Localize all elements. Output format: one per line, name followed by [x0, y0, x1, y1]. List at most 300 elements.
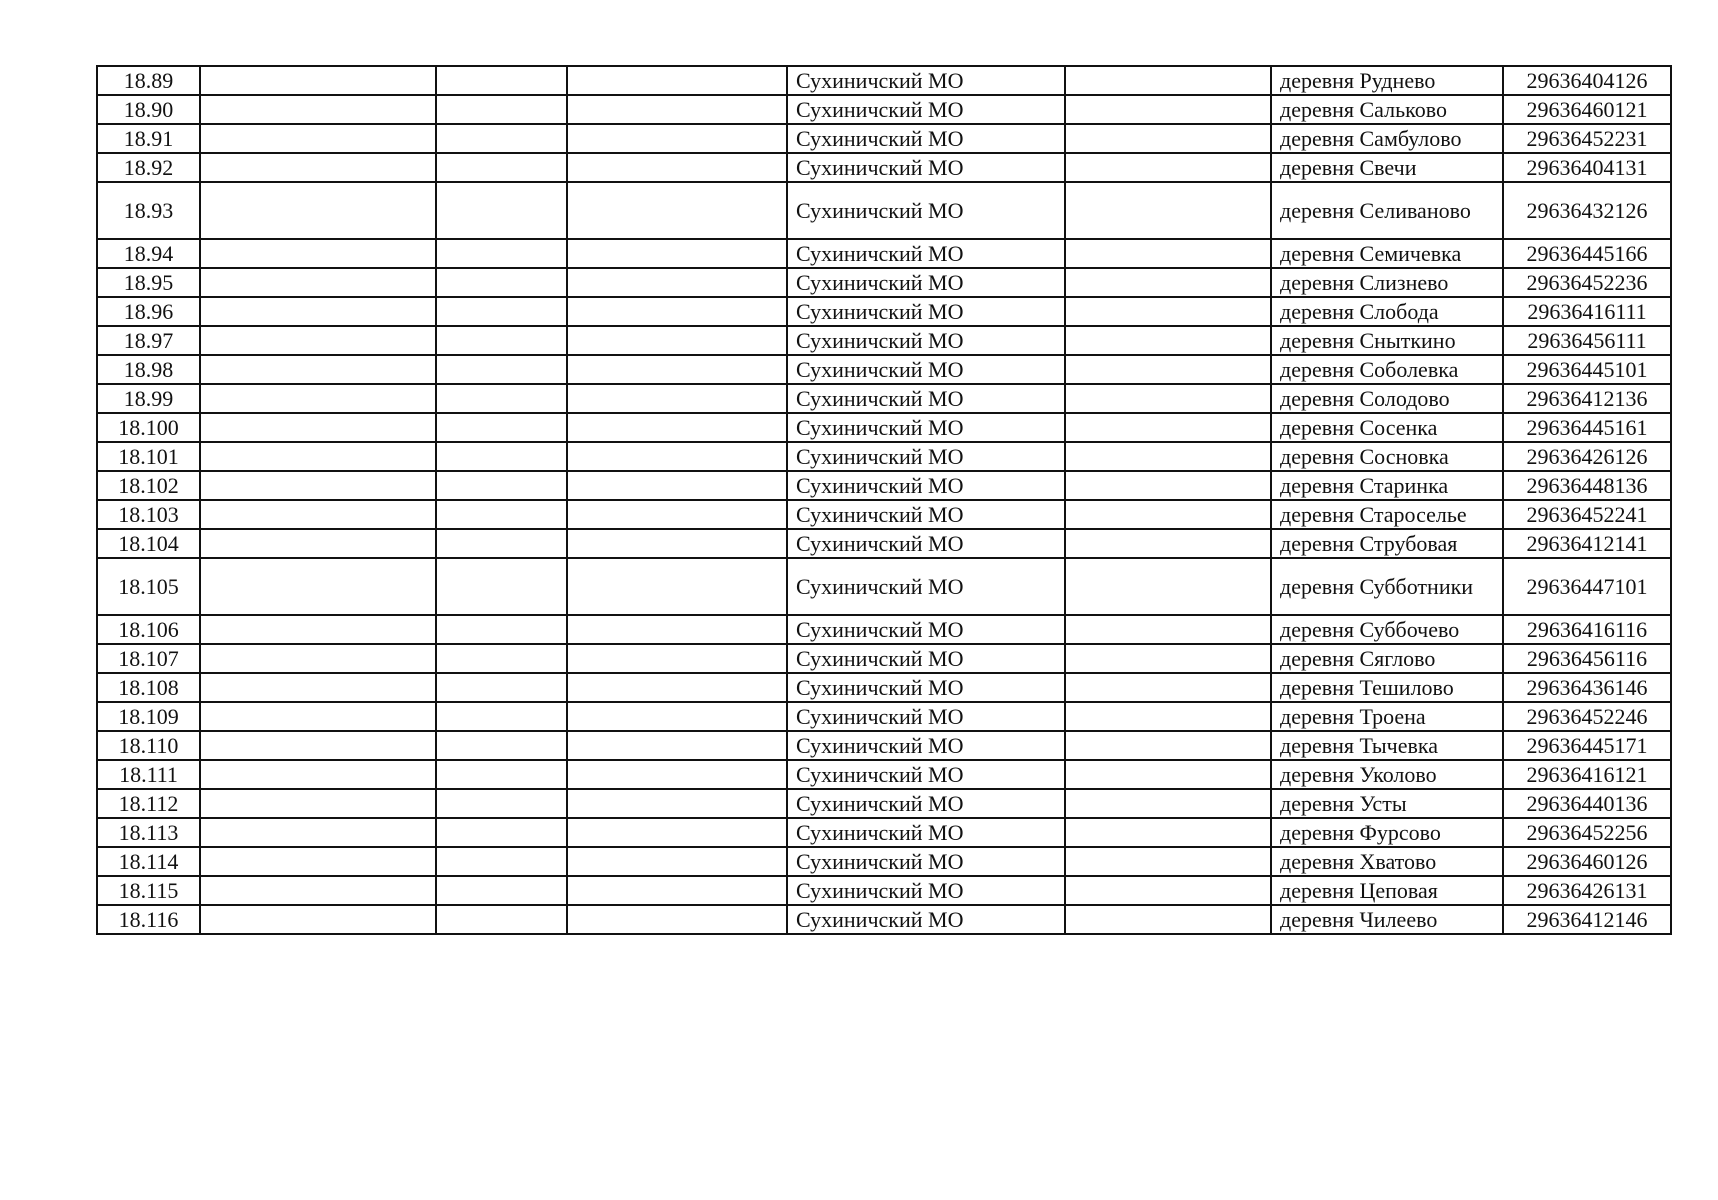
empty-cell [567, 615, 787, 644]
oktmo-code-cell [1503, 673, 1671, 702]
settlement-name: деревня Селиваново [1280, 197, 1471, 223]
municipality-name: Сухиничский МО [796, 414, 964, 440]
settlement-cell [1271, 297, 1503, 326]
table-row [97, 818, 1671, 847]
settlement-name: деревня Уколово [1280, 761, 1437, 787]
oktmo-code-cell [1503, 153, 1671, 182]
empty-cell [436, 615, 567, 644]
settlement-cell [1271, 124, 1503, 153]
empty-cell [1065, 239, 1271, 268]
settlement-name: деревня Струбовая [1280, 530, 1458, 556]
row-number: 18.115 [118, 877, 179, 903]
empty-cell [1065, 355, 1271, 384]
empty-cell [567, 500, 787, 529]
oktmo-code: 29636412136 [1526, 385, 1648, 411]
empty-cell [1065, 471, 1271, 500]
empty-cell [1065, 95, 1271, 124]
empty-cell [436, 66, 567, 95]
empty-cell [1065, 500, 1271, 529]
row-number-cell [97, 876, 200, 905]
empty-cell [567, 789, 787, 818]
empty-cell [436, 789, 567, 818]
empty-cell [567, 124, 787, 153]
oktmo-code-cell [1503, 239, 1671, 268]
empty-cell [436, 239, 567, 268]
row-number: 18.116 [118, 906, 179, 932]
table-row [97, 413, 1671, 442]
settlement-name: деревня Слобода [1280, 298, 1439, 324]
municipality-name: Сухиничский МО [796, 906, 964, 932]
oktmo-code: 29636416111 [1527, 298, 1647, 324]
settlement-cell [1271, 413, 1503, 442]
municipality-name: Сухиничский МО [796, 732, 964, 758]
empty-cell [436, 326, 567, 355]
empty-cell [567, 702, 787, 731]
empty-cell [436, 818, 567, 847]
oktmo-code-cell [1503, 789, 1671, 818]
empty-cell [200, 182, 436, 239]
table-row [97, 500, 1671, 529]
oktmo-code: 29636404126 [1526, 67, 1648, 93]
settlement-cell [1271, 268, 1503, 297]
row-number: 18.113 [118, 819, 179, 845]
oktmo-code: 29636452236 [1526, 269, 1648, 295]
row-number-cell [97, 905, 200, 934]
row-number-cell [97, 644, 200, 673]
empty-cell [200, 355, 436, 384]
oktmo-code: 29636445161 [1526, 414, 1648, 440]
municipality-cell [787, 471, 1065, 500]
empty-cell [567, 384, 787, 413]
row-number-cell [97, 558, 200, 615]
empty-cell [200, 442, 436, 471]
oktmo-code-cell [1503, 760, 1671, 789]
municipality-name: Сухиничский МО [796, 125, 964, 151]
row-number: 18.99 [123, 385, 174, 411]
oktmo-code: 29636452241 [1526, 501, 1648, 527]
settlement-cell [1271, 384, 1503, 413]
empty-cell [1065, 876, 1271, 905]
oktmo-code-cell [1503, 529, 1671, 558]
empty-cell [1065, 413, 1271, 442]
empty-cell [200, 731, 436, 760]
settlement-name: деревня Сальково [1280, 96, 1447, 122]
settlement-name: деревня Солодово [1280, 385, 1450, 411]
settlement-cell [1271, 876, 1503, 905]
empty-cell [436, 760, 567, 789]
oktmo-code: 29636404131 [1526, 154, 1648, 180]
table-row [97, 731, 1671, 760]
row-number-cell [97, 413, 200, 442]
table-row [97, 239, 1671, 268]
oktmo-code-cell [1503, 442, 1671, 471]
empty-cell [436, 442, 567, 471]
municipality-cell [787, 153, 1065, 182]
table-row [97, 847, 1671, 876]
empty-cell [200, 471, 436, 500]
empty-cell [436, 182, 567, 239]
oktmo-code: 29636416121 [1526, 761, 1648, 787]
oktmo-code-cell [1503, 297, 1671, 326]
table-row [97, 182, 1671, 239]
municipality-cell [787, 66, 1065, 95]
empty-cell [1065, 66, 1271, 95]
settlement-cell [1271, 153, 1503, 182]
oktmo-code: 29636426131 [1526, 877, 1648, 903]
empty-cell [436, 673, 567, 702]
oktmo-code: 29636416116 [1526, 616, 1648, 642]
empty-cell [1065, 326, 1271, 355]
oktmo-code: 29636445166 [1526, 240, 1648, 266]
table-row [97, 326, 1671, 355]
empty-cell [436, 644, 567, 673]
empty-cell [567, 644, 787, 673]
settlement-cell [1271, 95, 1503, 124]
table-row [97, 297, 1671, 326]
oktmo-code-cell [1503, 818, 1671, 847]
settlement-cell [1271, 731, 1503, 760]
empty-cell [436, 124, 567, 153]
empty-cell [200, 124, 436, 153]
municipality-name: Сухиничский МО [796, 674, 964, 700]
table-row [97, 673, 1671, 702]
settlement-cell [1271, 182, 1503, 239]
empty-cell [436, 702, 567, 731]
municipality-cell [787, 442, 1065, 471]
row-number-cell [97, 673, 200, 702]
oktmo-code-cell [1503, 326, 1671, 355]
settlement-cell [1271, 529, 1503, 558]
empty-cell [436, 384, 567, 413]
oktmo-code-cell [1503, 905, 1671, 934]
row-number-cell [97, 384, 200, 413]
empty-cell [567, 182, 787, 239]
empty-cell [436, 153, 567, 182]
table-row [97, 355, 1671, 384]
settlement-name: деревня Слизнево [1280, 269, 1449, 295]
row-number-cell [97, 702, 200, 731]
empty-cell [200, 66, 436, 95]
table-row [97, 644, 1671, 673]
municipality-name: Сухиничский МО [796, 616, 964, 642]
empty-cell [200, 239, 436, 268]
municipality-name: Сухиничский МО [796, 790, 964, 816]
row-number-cell [97, 355, 200, 384]
row-number: 18.110 [118, 732, 179, 758]
settlement-cell [1271, 442, 1503, 471]
settlement-cell [1271, 847, 1503, 876]
municipality-cell [787, 673, 1065, 702]
empty-cell [200, 384, 436, 413]
row-number: 18.105 [118, 573, 179, 599]
empty-cell [567, 413, 787, 442]
empty-cell [200, 760, 436, 789]
settlement-name: деревня Староселье [1280, 501, 1467, 527]
municipality-cell [787, 500, 1065, 529]
oktmo-code-cell [1503, 384, 1671, 413]
oktmo-code-cell [1503, 413, 1671, 442]
empty-cell [567, 529, 787, 558]
municipality-cell [787, 789, 1065, 818]
empty-cell [200, 818, 436, 847]
empty-cell [200, 558, 436, 615]
settlement-name: деревня Чилеево [1280, 906, 1438, 932]
empty-cell [1065, 268, 1271, 297]
empty-cell [567, 239, 787, 268]
row-number-cell [97, 818, 200, 847]
empty-cell [200, 153, 436, 182]
empty-cell [567, 95, 787, 124]
municipality-cell [787, 413, 1065, 442]
row-number-cell [97, 529, 200, 558]
oktmo-code-cell [1503, 644, 1671, 673]
empty-cell [567, 760, 787, 789]
empty-cell [1065, 818, 1271, 847]
row-number: 18.104 [118, 530, 179, 556]
empty-cell [1065, 124, 1271, 153]
municipality-name: Сухиничский МО [796, 761, 964, 787]
settlement-name: деревня Фурсово [1280, 819, 1441, 845]
empty-cell [567, 818, 787, 847]
oktmo-code-cell [1503, 731, 1671, 760]
empty-cell [567, 731, 787, 760]
settlement-name: деревня Сосновка [1280, 443, 1449, 469]
oktmo-code: 29636436146 [1526, 674, 1648, 700]
settlement-name: деревня Самбулово [1280, 125, 1462, 151]
empty-cell [436, 95, 567, 124]
row-number: 18.100 [118, 414, 179, 440]
oktmo-code-cell [1503, 95, 1671, 124]
table-row [97, 529, 1671, 558]
settlement-cell [1271, 702, 1503, 731]
empty-cell [1065, 529, 1271, 558]
empty-cell [1065, 558, 1271, 615]
municipality-name: Сухиничский МО [796, 327, 964, 353]
oktmo-code: 29636426126 [1526, 443, 1648, 469]
row-number-cell [97, 500, 200, 529]
municipality-name: Сухиничский МО [796, 573, 964, 599]
municipality-cell [787, 905, 1065, 934]
empty-cell [436, 876, 567, 905]
municipality-cell [787, 847, 1065, 876]
empty-cell [567, 558, 787, 615]
settlement-name: деревня Цеповая [1280, 877, 1438, 903]
empty-cell [200, 847, 436, 876]
row-number-cell [97, 153, 200, 182]
row-number: 18.97 [123, 327, 174, 353]
empty-cell [436, 297, 567, 326]
oktmo-code: 29636432126 [1526, 197, 1648, 223]
oktmo-code-cell [1503, 558, 1671, 615]
municipality-cell [787, 239, 1065, 268]
table-row [97, 95, 1671, 124]
empty-cell [436, 847, 567, 876]
municipality-cell [787, 124, 1065, 153]
empty-cell [567, 876, 787, 905]
municipality-cell [787, 731, 1065, 760]
row-number: 18.101 [118, 443, 179, 469]
municipality-name: Сухиничский МО [796, 197, 964, 223]
settlement-cell [1271, 558, 1503, 615]
row-number-cell [97, 268, 200, 297]
table-row [97, 615, 1671, 644]
table-row [97, 471, 1671, 500]
empty-cell [1065, 615, 1271, 644]
row-number: 18.95 [123, 269, 174, 295]
settlement-name: деревня Сосенка [1280, 414, 1438, 440]
municipality-name: Сухиничский МО [796, 703, 964, 729]
oktmo-code-cell [1503, 182, 1671, 239]
settlement-cell [1271, 818, 1503, 847]
row-number: 18.93 [123, 197, 174, 223]
oktmo-code-cell [1503, 66, 1671, 95]
municipality-cell [787, 268, 1065, 297]
oktmo-code: 29636445101 [1526, 356, 1648, 382]
empty-cell [567, 471, 787, 500]
table-body [97, 66, 1671, 934]
oktmo-code: 29636452246 [1526, 703, 1648, 729]
empty-cell [567, 153, 787, 182]
oktmo-code-cell [1503, 500, 1671, 529]
empty-cell [1065, 442, 1271, 471]
settlement-name: деревня Хватово [1280, 848, 1437, 874]
table-row [97, 905, 1671, 934]
oktmo-code: 29636452231 [1526, 125, 1648, 151]
row-number: 18.103 [118, 501, 179, 527]
oktmo-code-cell [1503, 847, 1671, 876]
settlement-name: деревня Усты [1280, 790, 1407, 816]
municipality-name: Сухиничский МО [796, 385, 964, 411]
municipality-name: Сухиничский МО [796, 472, 964, 498]
municipality-name: Сухиничский МО [796, 154, 964, 180]
settlement-cell [1271, 239, 1503, 268]
settlement-name: деревня Троена [1280, 703, 1426, 729]
municipality-name: Сухиничский МО [796, 269, 964, 295]
settlement-cell [1271, 789, 1503, 818]
municipality-name: Сухиничский МО [796, 96, 964, 122]
empty-cell [200, 905, 436, 934]
empty-cell [200, 644, 436, 673]
table-row [97, 153, 1671, 182]
table-row [97, 384, 1671, 413]
empty-cell [200, 268, 436, 297]
empty-cell [436, 529, 567, 558]
row-number: 18.96 [123, 298, 174, 324]
empty-cell [1065, 384, 1271, 413]
empty-cell [200, 326, 436, 355]
table-row [97, 124, 1671, 153]
municipality-cell [787, 760, 1065, 789]
empty-cell [1065, 702, 1271, 731]
municipality-cell [787, 326, 1065, 355]
empty-cell [436, 500, 567, 529]
oktmo-code: 29636452256 [1526, 819, 1648, 845]
row-number-cell [97, 326, 200, 355]
empty-cell [436, 558, 567, 615]
oktmo-code-cell [1503, 124, 1671, 153]
empty-cell [200, 673, 436, 702]
row-number: 18.102 [118, 472, 179, 498]
municipality-name: Сухиничский МО [796, 848, 964, 874]
row-number: 18.98 [123, 356, 174, 382]
row-number: 18.89 [123, 67, 174, 93]
settlement-name: деревня Сныткино [1280, 327, 1456, 353]
empty-cell [567, 847, 787, 876]
row-number: 18.92 [123, 154, 174, 180]
empty-cell [567, 355, 787, 384]
oktmo-code-cell [1503, 268, 1671, 297]
empty-cell [1065, 789, 1271, 818]
municipality-cell [787, 384, 1065, 413]
oktmo-code-cell [1503, 471, 1671, 500]
settlement-cell [1271, 615, 1503, 644]
row-number: 18.107 [118, 645, 179, 671]
oktmo-code: 29636460121 [1526, 96, 1648, 122]
row-number-cell [97, 847, 200, 876]
row-number: 18.94 [123, 240, 174, 266]
municipality-name: Сухиничский МО [796, 501, 964, 527]
oktmo-code: 29636460126 [1526, 848, 1648, 874]
table-row [97, 558, 1671, 615]
municipality-cell [787, 558, 1065, 615]
table-row [97, 789, 1671, 818]
settlement-name: деревня Суббочево [1280, 616, 1460, 642]
settlement-name: деревня Соболевка [1280, 356, 1459, 382]
table-row [97, 702, 1671, 731]
municipality-name: Сухиничский МО [796, 298, 964, 324]
settlement-cell [1271, 905, 1503, 934]
oktmo-code: 29636440136 [1526, 790, 1648, 816]
row-number-cell [97, 615, 200, 644]
municipality-name: Сухиничский МО [796, 877, 964, 903]
empty-cell [567, 905, 787, 934]
row-number-cell [97, 95, 200, 124]
empty-cell [567, 326, 787, 355]
row-number-cell [97, 471, 200, 500]
municipality-name: Сухиничский МО [796, 819, 964, 845]
table-row [97, 876, 1671, 905]
oktmo-code: 29636456116 [1526, 645, 1648, 671]
row-number-cell [97, 239, 200, 268]
municipality-name: Сухиничский МО [796, 240, 964, 266]
empty-cell [1065, 673, 1271, 702]
municipality-cell [787, 95, 1065, 124]
municipality-name: Сухиничский МО [796, 645, 964, 671]
row-number: 18.109 [118, 703, 179, 729]
row-number: 18.111 [119, 761, 178, 787]
empty-cell [436, 268, 567, 297]
settlement-name: деревня Семичевка [1280, 240, 1462, 266]
oktmo-code: 29636412141 [1526, 530, 1648, 556]
empty-cell [200, 876, 436, 905]
empty-cell [436, 731, 567, 760]
row-number: 18.112 [118, 790, 179, 816]
row-number-cell [97, 124, 200, 153]
table-row [97, 760, 1671, 789]
empty-cell [200, 297, 436, 326]
municipality-cell [787, 644, 1065, 673]
oktmo-code: 29636448136 [1526, 472, 1648, 498]
row-number-cell [97, 789, 200, 818]
settlement-name: деревня Руднево [1280, 67, 1436, 93]
oktmo-code-cell [1503, 702, 1671, 731]
municipality-cell [787, 355, 1065, 384]
empty-cell [567, 673, 787, 702]
table-row [97, 268, 1671, 297]
row-number-cell [97, 731, 200, 760]
empty-cell [567, 66, 787, 95]
municipality-cell [787, 876, 1065, 905]
